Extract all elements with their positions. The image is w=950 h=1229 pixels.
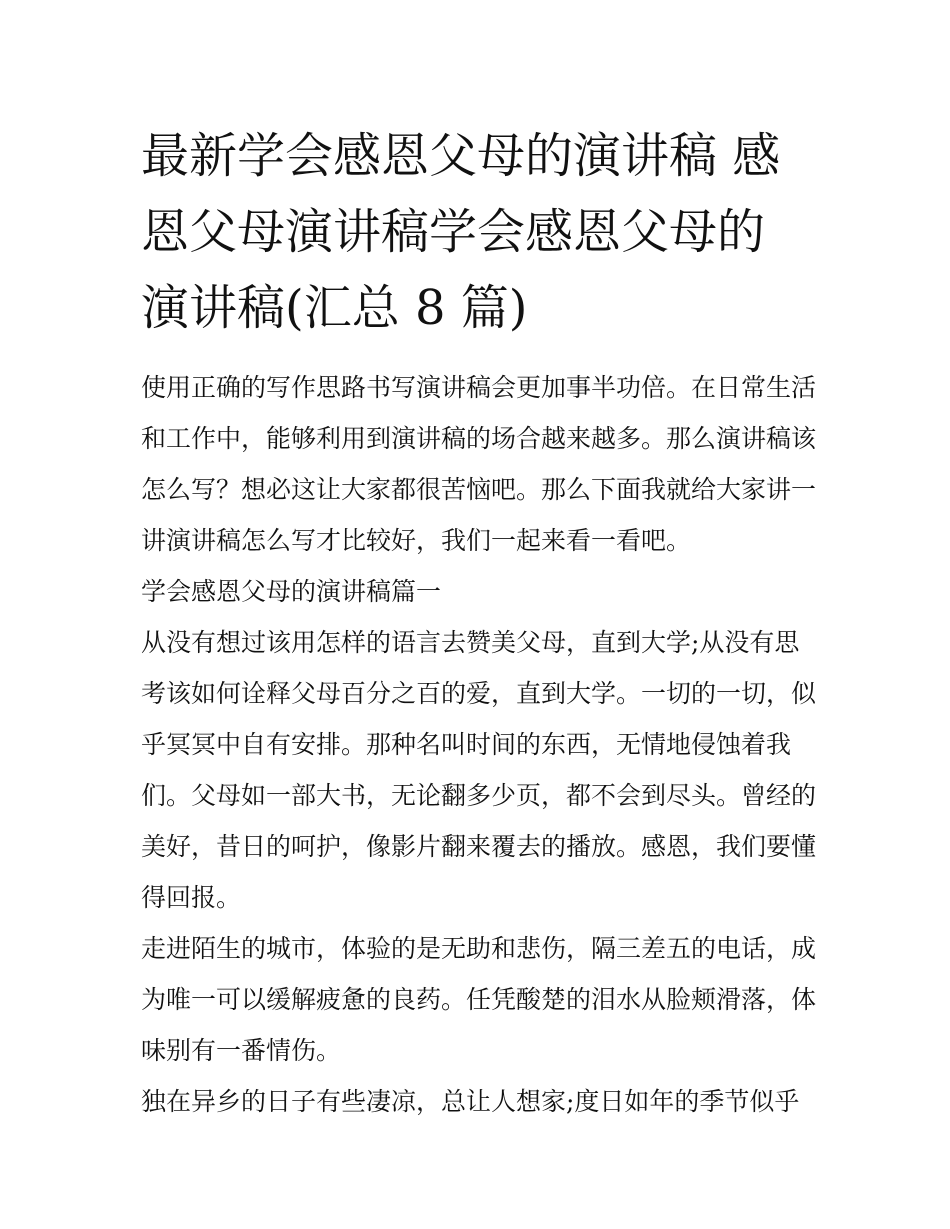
text-line: 考该如何诠释父母百分之百的爱，直到大学。一切的一切，似 [141, 679, 817, 708]
intro-paragraph [141, 362, 817, 566]
body-paragraph [141, 617, 817, 923]
section-heading [141, 566, 813, 617]
text-line: 得回报。 [141, 883, 242, 912]
text-line: 学会感恩父母的演讲稿篇一 [141, 577, 442, 606]
document-page [141, 118, 817, 1127]
document-title [141, 118, 813, 346]
text-line: 为唯一可以缓解疲惫的良药。任凭酸楚的泪水从脸颊滑落，体 [141, 985, 817, 1014]
text-line: 乎冥冥中自有安排。那种名叫时间的东西，无情地侵蚀着我 [141, 730, 792, 759]
text-line: 味别有一番情伤。 [141, 1036, 342, 1065]
title-line: 最新学会感恩父母的演讲稿 感 [141, 128, 781, 184]
body-paragraph [141, 1076, 813, 1127]
text-line: 独在异乡的日子有些凄凉，总让人想家;度日如年的季节似乎 [141, 1087, 800, 1116]
text-line: 和工作中，能够利用到演讲稿的场合越来越多。那么演讲稿该 [141, 424, 817, 453]
text-line: 使用正确的写作思路书写演讲稿会更加事半功倍。在日常生活 [141, 373, 817, 402]
body-paragraph [141, 923, 817, 1076]
text-line: 怎么写？想必这让大家都很苦恼吧。那么下面我就给大家讲一 [141, 475, 817, 504]
title-line: 演讲稿(汇总 8 篇) [141, 280, 528, 336]
text-line: 们。父母如一部大书，无论翻多少页，都不会到尽头。曾经的 [141, 781, 817, 810]
text-line: 讲演讲稿怎么写才比较好，我们一起来看一看吧。 [141, 526, 692, 555]
title-line: 恩父母演讲稿学会感恩父母的 [141, 204, 766, 260]
text-line: 走进陌生的城市，体验的是无助和悲伤，隔三差五的电话，成 [141, 934, 817, 963]
text-line: 从没有想过该用怎样的语言去赞美父母，直到大学;从没有思 [141, 628, 800, 657]
text-line: 美好，昔日的呵护，像影片翻来覆去的播放。感恩，我们要懂 [141, 832, 817, 861]
